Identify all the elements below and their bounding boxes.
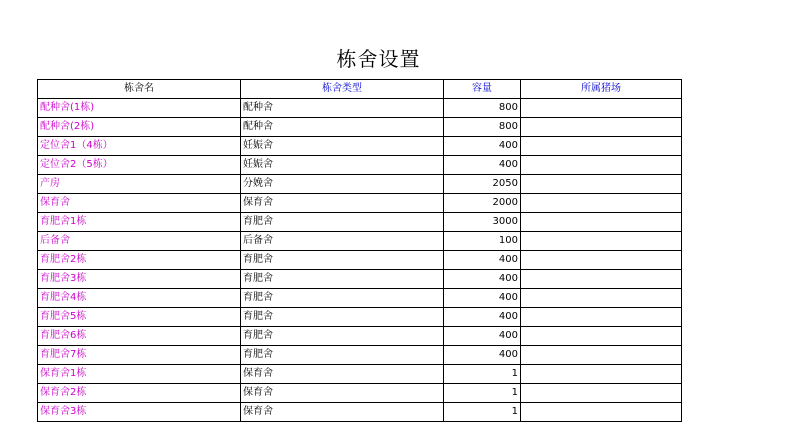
capacity-cell: 400 [444, 270, 521, 289]
column-header-barn-type[interactable]: 栋舍类型 [241, 80, 444, 99]
table-row[interactable] [38, 346, 682, 365]
table-row[interactable] [38, 327, 682, 346]
table-row[interactable] [38, 213, 682, 232]
capacity-cell: 3000 [444, 213, 521, 232]
barn-name-cell[interactable]: 育肥舍3栋 [38, 270, 241, 289]
farm-cell [521, 327, 682, 346]
barn-name-cell[interactable]: 定位舍1（4栋） [38, 137, 241, 156]
barn-type-cell: 保育舍 [241, 384, 444, 403]
farm-cell [521, 118, 682, 137]
barn-name-cell[interactable]: 保育舍 [38, 194, 241, 213]
barn-type-cell: 配种舍 [241, 118, 444, 137]
capacity-cell: 1 [444, 384, 521, 403]
barn-type-cell: 育肥舍 [241, 270, 444, 289]
farm-cell [521, 384, 682, 403]
table-row[interactable] [38, 99, 682, 118]
barn-type-cell: 妊娠舍 [241, 156, 444, 175]
capacity-cell: 2050 [444, 175, 521, 194]
barn-name-cell[interactable]: 保育舍1栋 [38, 365, 241, 384]
column-header-farm[interactable]: 所属猪场 [521, 80, 682, 99]
barn-name-cell[interactable]: 育肥舍6栋 [38, 327, 241, 346]
table-body [38, 99, 682, 422]
barn-type-cell: 育肥舍 [241, 251, 444, 270]
barn-name-cell[interactable]: 育肥舍1栋 [38, 213, 241, 232]
barn-name-cell[interactable]: 育肥舍2栋 [38, 251, 241, 270]
farm-cell [521, 194, 682, 213]
barn-type-cell: 分娩舍 [241, 175, 444, 194]
page-title: 栋舍设置 [336, 47, 421, 71]
capacity-cell: 400 [444, 156, 521, 175]
table-row[interactable] [38, 384, 682, 403]
capacity-cell: 800 [444, 118, 521, 137]
column-header-barn-name[interactable]: 栋舍名 [38, 80, 241, 99]
table-row[interactable] [38, 156, 682, 175]
table-row[interactable] [38, 118, 682, 137]
farm-cell [521, 403, 682, 422]
barn-type-cell: 保育舍 [241, 194, 444, 213]
barn-name-cell[interactable]: 育肥舍4栋 [38, 289, 241, 308]
capacity-cell: 400 [444, 327, 521, 346]
farm-cell [521, 99, 682, 118]
capacity-cell: 1 [444, 365, 521, 384]
barn-type-cell: 配种舍 [241, 99, 444, 118]
farm-cell [521, 308, 682, 327]
table-row[interactable] [38, 365, 682, 384]
barn-name-cell[interactable]: 育肥舍5栋 [38, 308, 241, 327]
capacity-cell: 400 [444, 137, 521, 156]
barn-name-cell[interactable]: 后备舍 [38, 232, 241, 251]
farm-cell [521, 346, 682, 365]
table-row[interactable] [38, 308, 682, 327]
barn-name-cell[interactable]: 配种舍(1栋) [38, 99, 241, 118]
barn-name-cell[interactable]: 保育舍2栋 [38, 384, 241, 403]
barn-type-cell: 育肥舍 [241, 289, 444, 308]
barn-type-cell: 保育舍 [241, 403, 444, 422]
barn-name-cell[interactable]: 产房 [38, 175, 241, 194]
column-header-capacity[interactable]: 容量 [444, 80, 521, 99]
farm-cell [521, 156, 682, 175]
capacity-cell: 800 [444, 99, 521, 118]
barn-type-cell: 保育舍 [241, 365, 444, 384]
farm-cell [521, 213, 682, 232]
farm-cell [521, 232, 682, 251]
barn-type-cell: 育肥舍 [241, 346, 444, 365]
table-row[interactable] [38, 289, 682, 308]
capacity-cell: 1 [444, 403, 521, 422]
capacity-cell: 2000 [444, 194, 521, 213]
barn-name-cell[interactable]: 配种舍(2栋) [38, 118, 241, 137]
barn-settings-table [37, 79, 682, 422]
table-row[interactable] [38, 137, 682, 156]
table-row[interactable] [38, 403, 682, 422]
capacity-cell: 400 [444, 289, 521, 308]
farm-cell [521, 289, 682, 308]
barn-type-cell: 育肥舍 [241, 308, 444, 327]
farm-cell [521, 270, 682, 289]
table-row[interactable] [38, 251, 682, 270]
farm-cell [521, 251, 682, 270]
barn-name-cell[interactable]: 保育舍3栋 [38, 403, 241, 422]
capacity-cell: 400 [444, 308, 521, 327]
capacity-cell: 100 [444, 232, 521, 251]
farm-cell [521, 365, 682, 384]
table-row[interactable] [38, 270, 682, 289]
table-header-row [38, 80, 682, 99]
farm-cell [521, 175, 682, 194]
farm-cell [521, 137, 682, 156]
table-row[interactable] [38, 175, 682, 194]
capacity-cell: 400 [444, 251, 521, 270]
barn-type-cell: 育肥舍 [241, 213, 444, 232]
barn-name-cell[interactable]: 定位舍2（5栋） [38, 156, 241, 175]
table-row[interactable] [38, 232, 682, 251]
barn-name-cell[interactable]: 育肥舍7栋 [38, 346, 241, 365]
barn-type-cell: 妊娠舍 [241, 137, 444, 156]
barn-type-cell: 后备舍 [241, 232, 444, 251]
barn-type-cell: 育肥舍 [241, 327, 444, 346]
table-row[interactable] [38, 194, 682, 213]
capacity-cell: 400 [444, 346, 521, 365]
